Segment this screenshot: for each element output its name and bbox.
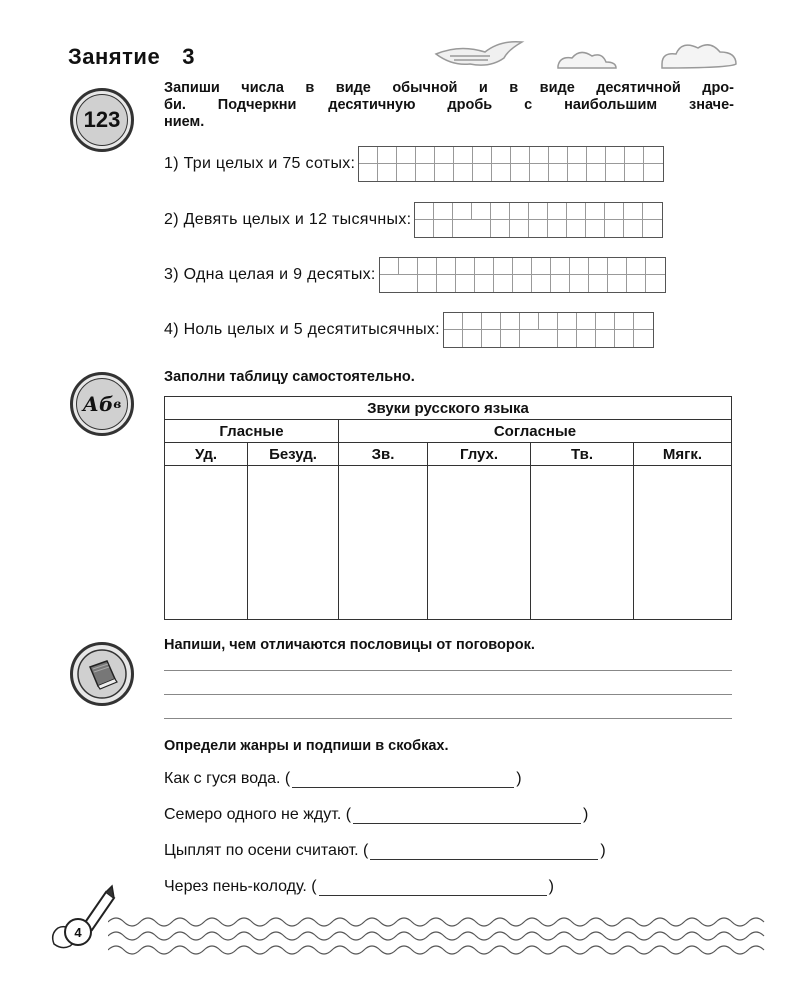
sounds-table	[164, 396, 732, 620]
answer-blank[interactable]	[353, 809, 581, 824]
header-decoration	[430, 36, 750, 76]
task1-item-label: 3) Одна целая и 9 десятых:	[164, 266, 376, 283]
task1-item-3	[164, 257, 666, 293]
open-bracket: (	[284, 770, 291, 787]
proverb-row	[164, 770, 522, 788]
column-header: Уд.	[165, 443, 248, 466]
page-number: 4	[64, 918, 92, 946]
column-header: Мягк.	[634, 443, 732, 466]
task1-item-label: 1) Три целых и 75 сотых:	[164, 155, 356, 172]
group-vowels: Гласные	[165, 420, 339, 443]
answer-blank[interactable]	[370, 845, 598, 860]
table-cell[interactable]	[165, 466, 248, 620]
task1-item-label: 2) Девять целых и 12 тысячных:	[164, 211, 412, 228]
task3-instruction: Напиши, чем отличаются пословицы от поговорок.	[164, 637, 535, 653]
bird-icon	[436, 42, 522, 65]
writing-line[interactable]	[164, 694, 732, 695]
column-header: Зв.	[339, 443, 428, 466]
task1-instruction-line3: нием.	[164, 114, 205, 130]
123-numbers-icon	[70, 88, 134, 152]
close-bracket: )	[583, 806, 589, 823]
cloud-icon	[558, 45, 736, 68]
table-cell[interactable]	[428, 466, 531, 620]
task2-instruction: Заполни таблицу самостоятельно.	[164, 369, 415, 385]
task1-item-1	[164, 146, 664, 182]
proverb-text: Цыплят по осени считают.	[164, 842, 359, 859]
open-bracket: (	[363, 842, 369, 859]
icon-letter-v: в	[113, 397, 122, 411]
table-cell[interactable]	[339, 466, 428, 620]
icon-letter-b: б	[98, 392, 114, 416]
proverb-text: Как с гуся вода.	[164, 770, 281, 787]
proverb-row	[164, 878, 554, 896]
task1-instruction-line2: би. Подчеркни десятичную дробь с наибольшим значе-	[164, 97, 734, 113]
task1-item-4	[164, 312, 654, 348]
answer-blank[interactable]	[292, 773, 514, 788]
table-cell[interactable]	[634, 466, 732, 620]
lesson-number: 3	[182, 44, 195, 69]
table-cell[interactable]	[531, 466, 634, 620]
answer-grid[interactable]	[358, 146, 664, 182]
proverb-text: Через пень-колоду.	[164, 878, 307, 895]
icon-letter-a: А	[82, 392, 99, 416]
writing-line[interactable]	[164, 718, 732, 719]
icon-letters-text	[76, 378, 128, 430]
book-icon-drawing	[77, 649, 127, 699]
answer-grid[interactable]	[379, 257, 666, 293]
answer-blank[interactable]	[319, 881, 547, 896]
answer-grid[interactable]	[443, 312, 654, 348]
open-bracket: (	[345, 806, 352, 823]
answer-grid[interactable]	[414, 202, 663, 238]
icon-numbers-text: 123	[76, 94, 128, 146]
column-header: Глух.	[428, 443, 531, 466]
table-title: Звуки русского языка	[165, 397, 732, 420]
proverb-text: Семеро одного не ждут.	[164, 806, 342, 823]
proverb-row	[164, 806, 588, 824]
letters-icon	[70, 372, 134, 436]
writing-line[interactable]	[164, 670, 732, 671]
close-bracket: )	[548, 878, 554, 895]
close-bracket: )	[516, 770, 522, 787]
task1-item-2	[164, 202, 663, 238]
column-header: Безуд.	[248, 443, 339, 466]
open-bracket: (	[311, 878, 317, 895]
task4-instruction: Определи жанры и подпиши в скобках.	[164, 738, 449, 754]
column-header: Тв.	[531, 443, 634, 466]
group-consonants: Согласные	[339, 420, 732, 443]
close-bracket: )	[600, 842, 606, 859]
task1-instruction	[164, 80, 734, 131]
proverb-row	[164, 842, 606, 860]
lesson-title-word: Занятие	[68, 44, 161, 69]
table-cell[interactable]	[248, 466, 339, 620]
wave-decoration	[108, 914, 772, 958]
task1-item-label: 4) Ноль целых и 5 десятитысячных:	[164, 321, 440, 338]
task1-instruction-line1: Запиши числа в виде обычной и в виде десятичной дро-	[164, 80, 734, 96]
lesson-title	[68, 44, 195, 70]
book-icon	[70, 642, 134, 706]
